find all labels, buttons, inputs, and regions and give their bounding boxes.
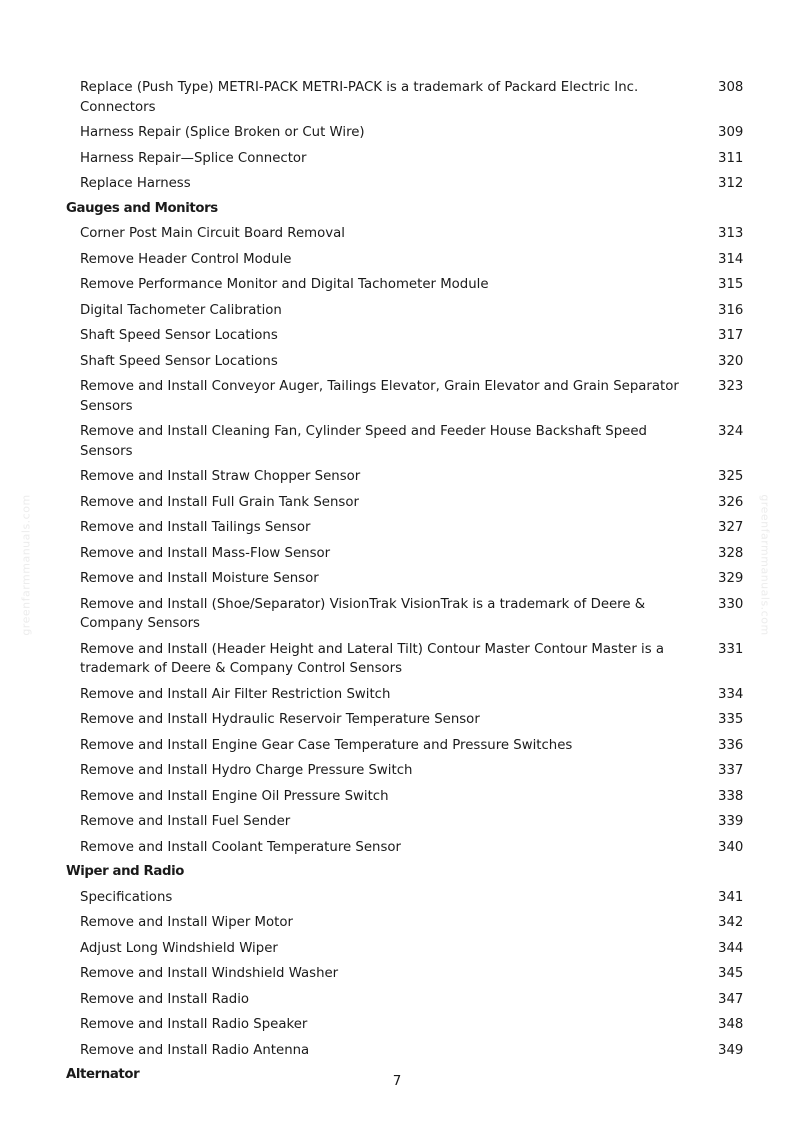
toc-entry-title: Remove and Install Hydraulic Reservoir Temperature Sensor <box>80 712 480 727</box>
toc-entry-title: Harness Repair—Splice Connector <box>80 150 307 166</box>
toc-entry-title: Remove Performance Monitor and Digital Tachometer Module <box>80 277 489 292</box>
toc-entry-title: Remove Header Control Module <box>80 251 292 267</box>
toc-entry-page: 312 <box>718 176 744 191</box>
toc-entry-page: 308 <box>718 80 744 95</box>
toc-entry-title: Remove and Install Full Grain Tank Sensor <box>80 494 359 510</box>
toc-entry[interactable] <box>0 351 794 377</box>
toc-entry-page: 314 <box>718 251 744 267</box>
toc-entry-title: Remove and Install Mass-Flow Sensor <box>80 545 331 561</box>
toc-entry[interactable] <box>0 466 794 492</box>
toc-entry-title: Replace (Push Type) METRI-PACK METRI-PACK is a trademark of Packard Electric Inc. Connectors <box>80 80 639 115</box>
toc-entry[interactable] <box>0 568 794 594</box>
toc-entry[interactable] <box>0 517 794 543</box>
toc-entry-page: 337 <box>718 763 744 778</box>
toc-entry-page: 330 <box>718 596 744 612</box>
toc-entry-title: Remove and Install Radio <box>80 991 250 1007</box>
toc-entry[interactable] <box>0 786 794 812</box>
toc-entry-page: 336 <box>718 737 744 753</box>
watermark-right: greenfarmmanuals.com <box>758 494 772 636</box>
toc-entry-title: Remove and Install Radio Speaker <box>80 1017 308 1032</box>
toc-entry-page: 324 <box>718 424 744 439</box>
toc-section-heading: Gauges and Monitors <box>66 200 218 216</box>
toc-entry-title: Shaft Speed Sensor Locations <box>80 353 278 369</box>
toc-entry-page: 331 <box>718 641 744 657</box>
toc-entry-page: 342 <box>718 915 744 930</box>
toc-entry[interactable] <box>0 912 794 938</box>
toc-entry[interactable] <box>0 223 794 249</box>
toc-entry[interactable] <box>0 1040 794 1066</box>
toc-section-heading: Wiper and Radio <box>66 864 184 879</box>
table-of-contents <box>0 77 794 1090</box>
toc-entry[interactable] <box>0 543 794 569</box>
toc-entry-title: Remove and Install Coolant Temperature Sensor <box>80 839 401 855</box>
toc-entry-page: 338 <box>718 788 744 804</box>
toc-entry-page: 329 <box>718 571 744 586</box>
toc-entry-page: 313 <box>718 226 744 241</box>
toc-entry-title: Corner Post Main Circuit Board Removal <box>80 226 345 241</box>
toc-entry[interactable] <box>0 173 794 199</box>
toc-entry-title: Remove and Install Air Filter Restriction Switch <box>80 686 391 702</box>
toc-entry-title: Remove and Install Engine Gear Case Temperature and Pressure Switches <box>80 737 573 753</box>
toc-entry-page: 315 <box>718 277 744 292</box>
toc-entry-page: 349 <box>718 1042 744 1058</box>
toc-entry-page: 344 <box>718 940 744 956</box>
toc-entry[interactable] <box>0 811 794 837</box>
toc-entry[interactable] <box>0 735 794 761</box>
toc-entry-page: 320 <box>718 353 744 369</box>
watermark-left: greenfarmmanuals.com <box>19 494 33 636</box>
toc-entry[interactable] <box>0 938 794 964</box>
toc-entry[interactable] <box>0 300 794 326</box>
toc-entry[interactable] <box>0 1014 794 1040</box>
toc-entry-page: 334 <box>718 686 744 702</box>
toc-entry[interactable] <box>0 492 794 518</box>
toc-entry-page: 335 <box>718 712 744 727</box>
toc-entry-page: 345 <box>718 966 744 981</box>
toc-entry-title: Remove and Install Straw Chopper Sensor <box>80 469 361 484</box>
toc-entry-title: Remove and Install Fuel Sender <box>80 814 291 829</box>
toc-entry[interactable] <box>0 639 794 684</box>
toc-entry-title: Remove and Install Cleaning Fan, Cylinder Speed and Feeder House Backshaft Speed Sensors <box>80 424 647 459</box>
toc-entry[interactable] <box>0 274 794 300</box>
toc-entry-page: 340 <box>718 839 744 855</box>
toc-section-heading: Alternator <box>66 1067 140 1082</box>
toc-entry[interactable] <box>0 594 794 639</box>
toc-entry[interactable] <box>0 989 794 1015</box>
toc-entry-page: 327 <box>718 520 744 535</box>
toc-entry-title: Harness Repair (Splice Broken or Cut Wire) <box>80 125 365 140</box>
toc-entry-page: 328 <box>718 545 744 561</box>
toc-entry-title: Remove and Install Wiper Motor <box>80 915 293 930</box>
toc-entry[interactable] <box>0 325 794 351</box>
toc-entry[interactable] <box>0 963 794 989</box>
toc-entry-page: 309 <box>718 125 744 140</box>
toc-entry-title: Digital Tachometer Calibration <box>80 302 282 318</box>
toc-entry-title: Shaft Speed Sensor Locations <box>80 328 278 343</box>
toc-entry-title: Remove and Install Tailings Sensor <box>80 520 311 535</box>
toc-entry-page: 341 <box>718 889 744 905</box>
toc-entry-page: 323 <box>718 379 744 394</box>
toc-entry[interactable] <box>0 421 794 466</box>
toc-entry-title: Adjust Long Windshield Wiper <box>80 940 278 956</box>
toc-entry-page: 347 <box>718 991 744 1007</box>
toc-entry[interactable] <box>0 837 794 863</box>
toc-entry-page: 311 <box>718 150 744 166</box>
page-number: 7 <box>392 1073 402 1089</box>
toc-entry[interactable] <box>0 709 794 735</box>
toc-entry[interactable] <box>0 887 794 913</box>
toc-entry-page: 316 <box>718 302 744 318</box>
toc-entry-title: Replace Harness <box>80 176 191 191</box>
toc-entry-page: 326 <box>718 494 744 510</box>
toc-entry-title: Remove and Install Radio Antenna <box>80 1042 310 1058</box>
toc-entry[interactable] <box>0 760 794 786</box>
toc-entry-title: Specifications <box>80 889 173 905</box>
toc-entry[interactable] <box>0 148 794 174</box>
toc-entry-page: 348 <box>718 1017 744 1032</box>
toc-entry-title: Remove and Install Engine Oil Pressure Switch <box>80 788 389 804</box>
toc-entry-title: Remove and Install (Header Height and Lateral Tilt) Contour Master Contour Master is a trademark of Deere & Company Control Sensors <box>80 641 665 676</box>
toc-entry[interactable] <box>0 249 794 275</box>
toc-entry-page: 325 <box>718 469 744 484</box>
toc-entry-page: 339 <box>718 814 744 829</box>
toc-entry-title: Remove and Install Conveyor Auger, Tailings Elevator, Grain Elevator and Grain Separator Sensors <box>80 379 679 414</box>
toc-entry[interactable] <box>0 376 794 421</box>
toc-entry[interactable] <box>0 684 794 710</box>
toc-entry-title: Remove and Install Moisture Sensor <box>80 571 319 586</box>
toc-entry[interactable] <box>0 77 794 122</box>
toc-entry-page: 317 <box>718 328 744 343</box>
toc-entry-title: Remove and Install Windshield Washer <box>80 966 339 981</box>
toc-entry[interactable] <box>0 122 794 148</box>
toc-entry-title: Remove and Install Hydro Charge Pressure Switch <box>80 763 413 778</box>
toc-entry-title: Remove and Install (Shoe/Separator) VisionTrak VisionTrak is a trademark of Deere & Company Sensors <box>80 596 646 631</box>
